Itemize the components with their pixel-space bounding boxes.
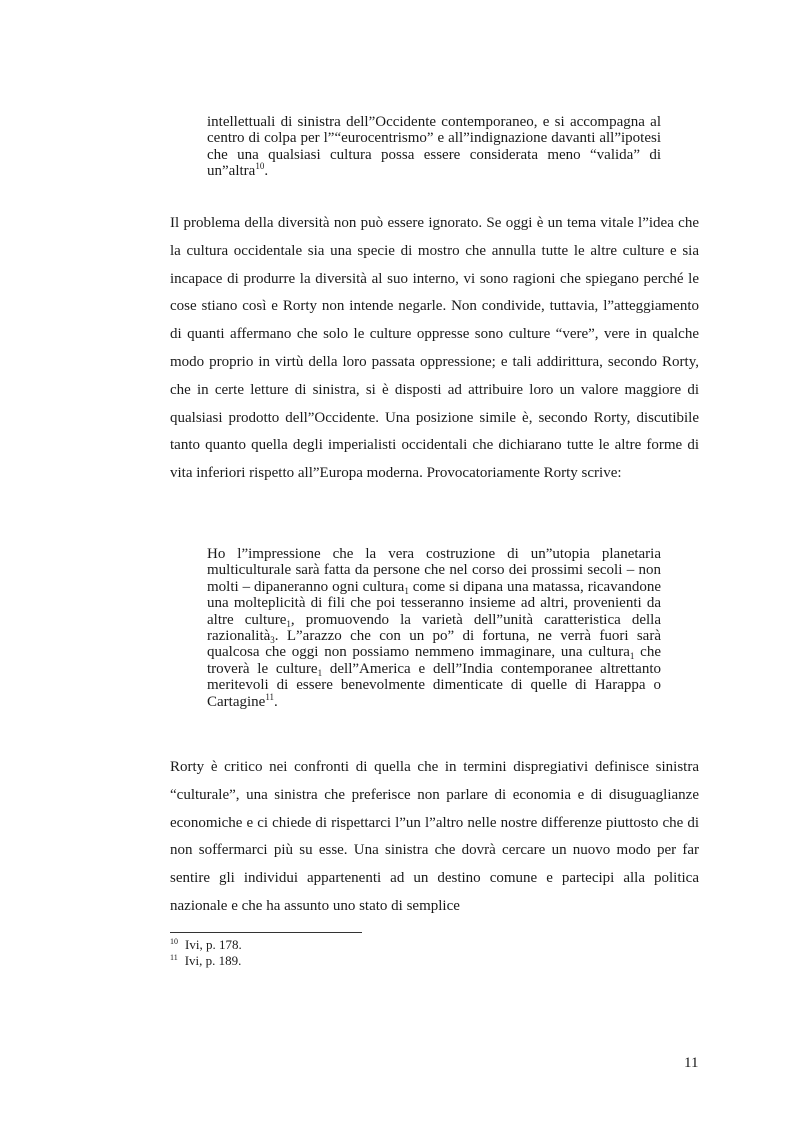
block-quote-1	[207, 114, 661, 180]
block-quote-1-text: intellettuali di sinistra dell”Occidente contemporaneo, e si accompagna al centro di colpa per l”“eurocentrismo” e all”indignazione davanti all”ipotesi che una qualsiasi cultura possa essere considerata meno “valida” di un”altra	[207, 114, 661, 180]
subscript-index: 1	[629, 651, 635, 662]
body-paragraph-1: Il problema della diversità non può essere ignorato. Se oggi è un tema vitale l”idea che la cultura occidentale sia una specie di mostro che annulla tutte le altre culture e sia incapace di produrre la diversità al suo interno, vi sono ragioni che spiegano perché le cose stiano così e Rorty non intende negarle. Non condivide, tuttavia, l”atteggiamento di quanti affermano che solo le culture oppresse sono culture “vere”, vere in qualche modo proprio in virtù della loro passata oppressione; e tali addirittura, secondo Rorty, che in certe letture di sinistra, si è disposti ad attribuire loro un valore maggiore di qualsiasi prodotto dell”Occidente. Una posizione simile è, secondo Rorty, discutibile tanto quanto quella degli imperialisti occidentali che dichiarano tutte le altre forme di vita inferiori rispetto all”Europa moderna. Provocatoriamente Rorty scrive:	[170, 215, 699, 482]
footnote-number: 11	[170, 953, 178, 962]
block-quote-1-end: .	[264, 163, 269, 180]
subscript-index: 3	[270, 635, 275, 646]
subscript-index: 1	[286, 618, 291, 629]
body-paragraph-2: Rorty è critico nei confronti di quella che in termini dispregiativi definisce sinistra “culturale”, una sinistra che preferisce non parlare di economia e di disuguaglianze economiche e ci chiede di rispettarci l”un l”altro nelle nostre differenze piuttosto che di non soffermarci più su esse. Una sinistra che dovrà cercare un nuovo modo per far sentire gli individui appartenenti ad un destino comune e partecipi alla politica nazionale e che ha assunto uno stato di semplice	[170, 759, 699, 914]
footnote-text: Ivi, p. 189.	[184, 953, 242, 968]
footnote-10	[170, 937, 699, 953]
block-quote-2-text: , promuovendo la varietà dell”unità caratteristica della razionalità	[207, 611, 662, 645]
footnote-11	[170, 953, 699, 969]
block-quote-2-text: . L”arazzo che con un po” di fortuna, ne verrà fuori sarà qualcosa che oggi non possiamo nemmeno immaginare, una cultura	[207, 628, 661, 661]
block-quote-2	[207, 546, 661, 710]
block-quote-2-text: Ho l”impressione che la vera costruzione di un”utopia planetaria multiculturale sarà fatta da persone che nel corso dei prossimi secoli – non molti – dipaneranno ogni cultura	[207, 546, 661, 595]
subscript-index: 1	[317, 667, 323, 678]
block-quote-2-text: che troverà le culture	[207, 644, 661, 677]
footnote-text: Ivi, p. 178.	[185, 937, 242, 952]
block-quote-2-text: come si dipana una matassa, ricavandone una molteplicità di fili che poi tesseranno insieme ad altri, provenienti da altre culture	[207, 578, 661, 628]
footnotes	[170, 937, 699, 969]
page-number: 11	[684, 1055, 699, 1071]
footnote-number: 10	[170, 937, 178, 946]
footnote-separator	[170, 932, 362, 933]
footnote-ref-11[interactable]: 11	[265, 691, 274, 702]
block-quote-2-text: dell”America e dell”India contemporanee altrettanto meritevoli di essere benevolmente dimenticate di quelle di Harappa o Cartagine	[207, 660, 661, 710]
block-quote-2-end: .	[273, 693, 278, 710]
subscript-index: 1	[404, 585, 409, 596]
footnote-ref-10[interactable]: 10	[255, 161, 265, 172]
